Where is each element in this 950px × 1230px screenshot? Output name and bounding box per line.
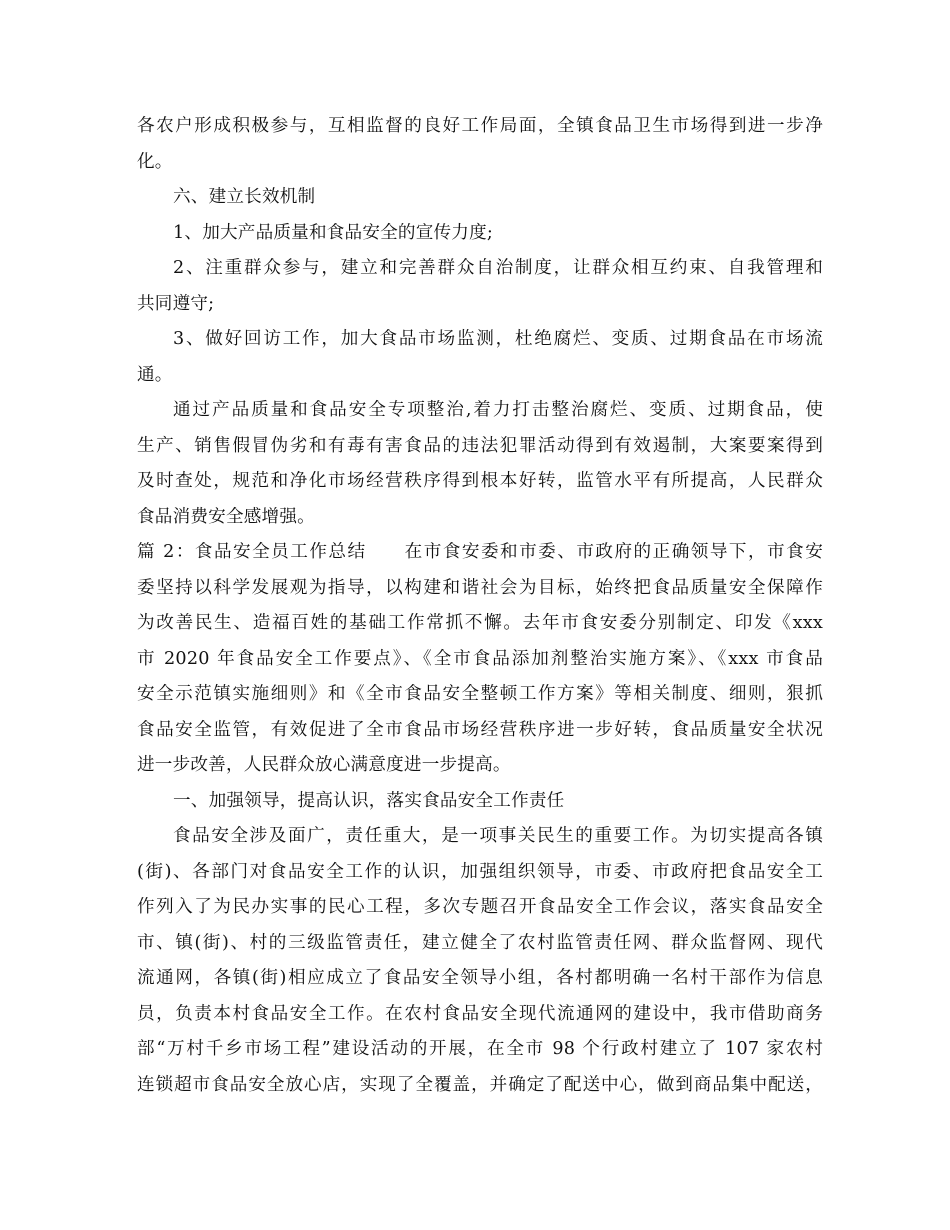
text-line: 通。 [137,364,173,385]
text-line: 为改善民生、造福百姓的基础工作常抓不懈。去年市食安委分别制定、印发《xxx [137,613,823,633]
text-line: 委坚持以科学发展观为指导，以构建和谐社会为目标，始终把食品质量安全保障作 [137,577,823,598]
text-line: 食品安全监管，有效促进了全市食品市场经营秩序进一步好转，食品质量安全状况 [137,719,823,740]
text-line: 进一步改善，人民群众放心满意度进一步提高。 [137,755,511,775]
text-line: 部“万村千乡市场工程”建设活动的开展，在全市 98 个行政村建立了 107 家农村 [137,1039,823,1059]
text-line: 3、做好回访工作，加大食品市场监测，杜绝腐烂、变质、过期食品在市场流 [173,329,823,349]
text-line: 各农户形成积极参与，互相监督的良好工作局面，全镇食品卫生市场得到进一步净 [137,116,823,136]
text-line: 通过产品质量和食品安全专项整治,着力打击整治腐烂、变质、过期食品，使 [173,400,823,420]
text-line: 安全示范镇实施细则》和《全市食品安全整顿工作方案》等相关制度、细则，狠抓 [137,684,823,704]
text-line: 六、建立长效机制 [173,187,316,207]
text-line: (街)、各部门对食品安全工作的认识，加强组织领导，市委、市政府把食品安全工 [137,861,823,882]
text-line: 篇 2：食品安全员工作总结 在市食安委和市委、市政府的正确领导下，市食安 [137,542,823,562]
text-line: 2、注重群众参与，建立和完善群众自治制度，让群众相互约束、自我管理和 [173,258,823,278]
text-line: 1、加大产品质量和食品安全的宣传力度; [173,222,494,243]
text-line: 化。 [137,151,173,172]
text-line: 共同遵守; [137,293,215,314]
text-line: 连锁超市食品安全放心店，实现了全覆盖，并确定了配送中心，做到商品集中配送， [137,1074,823,1095]
text-line: 员，负责本村食品安全工作。在农村食品安全现代流通网的建设中，我市借助商务 [137,1003,823,1024]
text-line: 食品安全涉及面广，责任重大，是一项事关民生的重要工作。为切实提高各镇 [173,826,823,846]
text-line: 流通网，各镇(街)相应成立了食品安全领导小组，各村都明确一名村干部作为信息 [137,968,823,988]
text-line: 一、加强领导，提高认识，落实食品安全工作责任 [173,790,565,811]
text-line: 食品消费安全感增强。 [137,506,315,527]
text-line: 市、镇(街)、村的三级监管责任，建立健全了农村监管责任网、群众监督网、现代 [137,932,823,953]
text-line: 及时查处，规范和净化市场经营秩序得到根本好转，监管水平有所提高，人民群众 [137,471,823,491]
text-line: 作列入了为民办实事的民心工程，多次专题召开食品安全工作会议，落实食品安全 [137,897,823,917]
document-body [137,109,823,1103]
text-line: 生产、销售假冒伪劣和有毒有害食品的违法犯罪活动得到有效遏制，大案要案得到 [137,435,823,456]
text-line: 市 2020 年食品安全工作要点》、《全市食品添加剂整治实施方案》、《xxx 市食品 [137,648,823,669]
